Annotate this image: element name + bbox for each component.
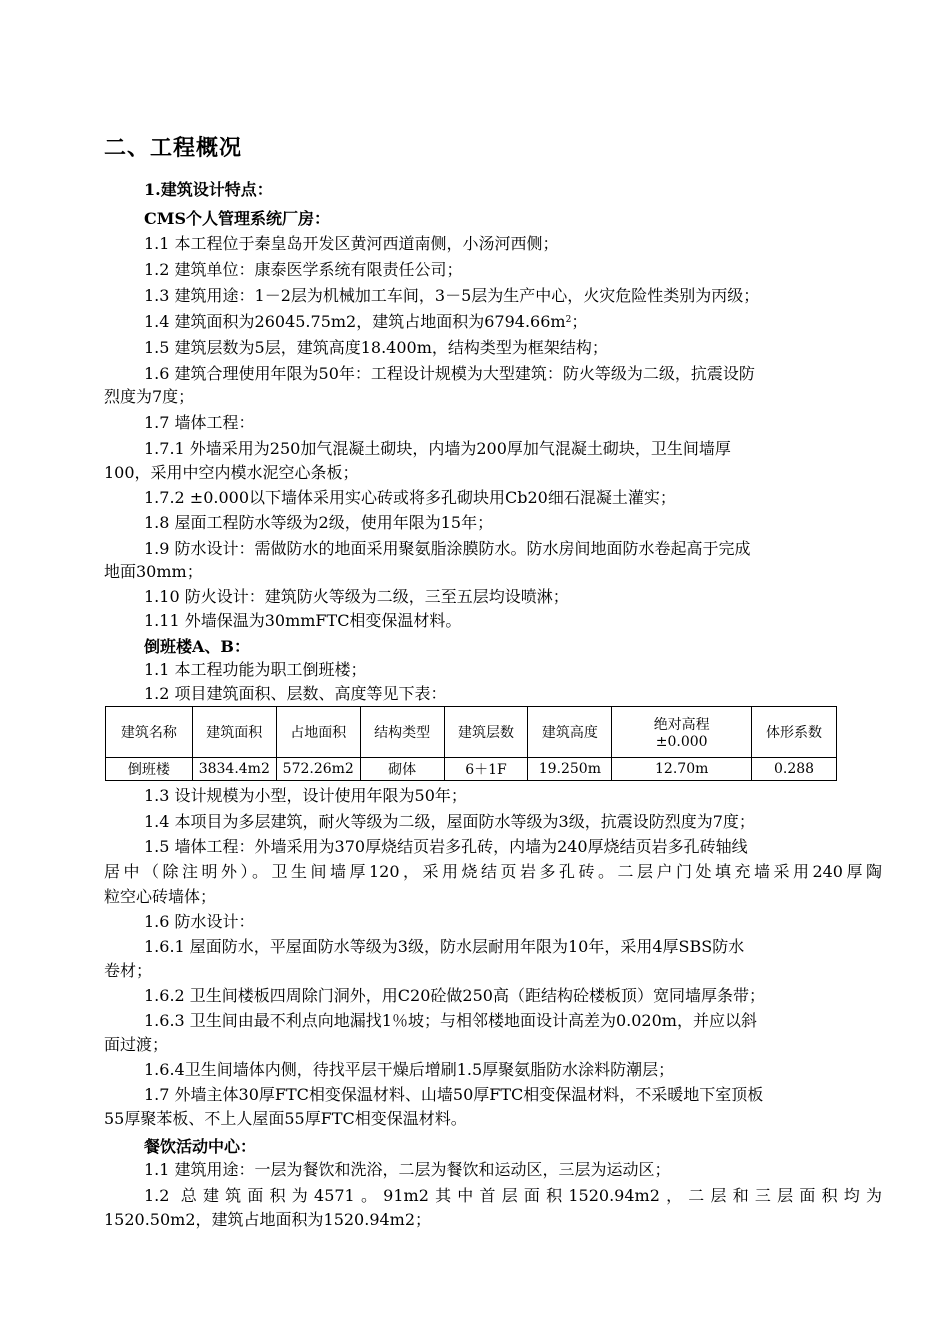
canteen-line-1-2b: 1520.50m2，建筑占地面积为1520.94m2； [104,1210,432,1229]
cms-line-1-4-text: 1.4 建筑面积为26045.75m2，建筑占地面积为6794.66m [144,312,566,331]
table-cell: 0.288 [752,758,837,781]
dorm-line-1-6-3a: 1.6.3 卫生间由最不利点向地漏找1％坡；与相邻楼地面设计高差为0.020m，并应以斜 [144,1011,757,1030]
dorm-line-1-6-1b: 卷材； [104,961,153,980]
canteen-line-1-1: 1.1 建筑用途：一层为餐饮和洗浴，二层为餐饮和运动区，三层为运动区； [144,1160,671,1179]
subsection-title-dorm: 倒班楼A、B： [144,637,250,656]
subsection-title-canteen: 餐饮活动中心： [144,1137,257,1156]
dorm-line-1-4: 1.4 本项目为多层建筑，耐火等级为二级，屋面防水等级为3级，抗震设防烈度为7度； [144,812,755,831]
cms-line-1-4-end: ； [571,312,588,331]
cms-line-1-7-2: 1.7.2 ±0.000以下墙体采用实心砖或将多孔砌块用Cb20细石混凝土灌实； [144,488,676,507]
dorm-line-1-6: 1.6 防水设计： [144,912,255,931]
dorm-line-1-6-3b: 面过渡； [104,1035,169,1054]
canteen-line-1-2a: 1.2 总建筑面积为4571。91m2其中首层面积1520.94m2，二层和三层面积均为 [144,1186,882,1205]
table-cell: 6＋1F [444,758,528,781]
table-cell: 572.26m2 [276,758,360,781]
table-cell: 砌体 [360,758,444,781]
dorm-line-1-5a: 1.5 墙体工程：外墙采用为370厚烧结页岩多孔砖，内墙为240厚烧结页岩多孔砖轴线 [144,837,748,856]
dorm-line-1-1: 1.1 本工程功能为职工倒班楼； [144,660,367,679]
cms-line-1-1: 1.1 本工程位于秦皇岛开发区黄河西道南侧，小汤河西侧； [144,234,559,253]
dorm-line-1-6-2: 1.6.2 卫生间楼板四周除门洞外，用C20砼做250高（距结构砼楼板顶）宽同墙厚条带； [144,986,765,1005]
elevation-header-line1: 绝对高程 [653,717,710,733]
page-title: 二、工程概况 [104,136,243,161]
table-header-cell: 结构类型 [360,707,444,758]
cms-line-1-6a: 1.6 建筑合理使用年限为50年：工程设计规模为大型建筑：防火等级为二级，抗震设防 [144,364,755,383]
dorm-line-1-7a: 1.7 外墙主体30厚FTC相变保温材料、山墙50厚FTC相变保温材料，不采暖地下室顶板 [144,1085,764,1104]
cms-line-1-4-sup: 2 [565,315,572,325]
building-table [105,706,837,781]
cms-line-1-7-1b: 100，采用中空内模水泥空心条板； [104,463,359,482]
table-header-cell: 建筑名称 [106,707,193,758]
elevation-header-line2: ±0.000 [655,734,708,750]
cms-line-1-3: 1.3 建筑用途：1－2层为机械加工车间，3－5层为生产中心，火灾危险性类别为丙级； [144,286,760,305]
cms-line-1-2: 1.2 建筑单位：康泰医学系统有限责任公司； [144,260,463,279]
subsection-title-cms: CMS个人管理系统厂房： [144,209,331,228]
table-cell: 12.70m [612,758,752,781]
cms-line-1-9b: 地面30mm； [104,562,203,581]
dorm-line-1-7b: 55厚聚苯板、不上人屋面55厚FTC相变保温材料。 [104,1109,467,1128]
cms-line-1-8: 1.8 屋面工程防水等级为2级，使用年限为15年； [144,513,494,532]
table-header-cell: 占地面积 [276,707,360,758]
cms-line-1-10: 1.10 防火设计：建筑防火等级为二级，三至五层均设喷淋； [144,587,569,606]
dorm-line-1-5b: 居中（除注明外）。卫生间墙厚120，采用烧结页岩多孔砖。二层户门处填充墙采用240厚陶 [104,862,882,881]
table-header-cell: 建筑高度 [528,707,612,758]
cms-line-1-4 [144,311,587,333]
cms-line-1-11: 1.11 外墙保温为30mmFTC相变保温材料。 [144,611,462,630]
cms-line-1-7: 1.7 墙体工程： [144,413,255,432]
section-title-design: 1.建筑设计特点： [144,180,273,199]
table-header-cell: 建筑层数 [444,707,528,758]
cms-line-1-9a: 1.9 防水设计：需做防水的地面采用聚氨脂涂膜防水。防水房间地面防水卷起高于完成 [144,539,751,558]
cms-line-1-7-1a: 1.7.1 外墙采用为250加气混凝土砌块，内墙为200厚加气混凝土砌块，卫生间墙厚 [144,439,731,458]
dorm-line-1-2: 1.2 项目建筑面积、层数、高度等见下表： [144,684,447,703]
cms-line-1-6b: 烈度为7度； [104,387,195,406]
table-cell: 倒班楼 [106,758,193,781]
dorm-line-1-6-1a: 1.6.1 屋面防水，平屋面防水等级为3级，防水层耐用年限为10年，采用4厚SBS防水 [144,937,745,956]
table-row [106,758,837,781]
table-cell: 19.250m [528,758,612,781]
table-header-cell-elevation [612,707,752,758]
table-header-row [106,707,837,758]
table-header-cell: 体形系数 [752,707,837,758]
table-cell: 3834.4m2 [192,758,276,781]
dorm-line-1-3: 1.3 设计规模为小型，设计使用年限为50年； [144,786,467,805]
dorm-line-1-6-4: 1.6.4卫生间墙体内侧，待找平层干燥后增刷1.5厚聚氨脂防水涂料防潮层； [144,1060,675,1079]
table-header-cell: 建筑面积 [192,707,276,758]
dorm-line-1-5c: 粒空心砖墙体； [104,887,217,906]
cms-line-1-5: 1.5 建筑层数为5层，建筑高度18.400m，结构类型为框架结构； [144,338,608,357]
